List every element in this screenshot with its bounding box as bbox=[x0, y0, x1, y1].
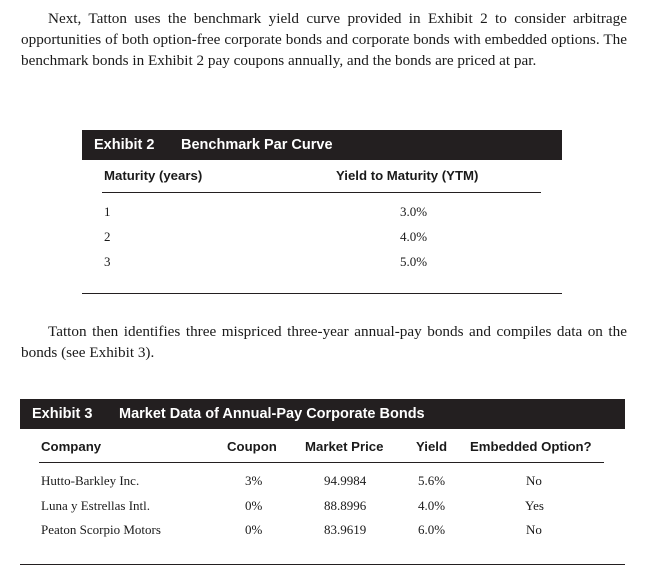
column-header-maturity: Maturity (years) bbox=[104, 168, 203, 183]
option-cell: No bbox=[526, 522, 542, 537]
yield-cell: 6.0% bbox=[418, 522, 446, 537]
option-cell: Yes bbox=[525, 498, 544, 513]
price-cell: 88.8996 bbox=[324, 498, 367, 513]
yield-cell: 4.0% bbox=[418, 498, 446, 513]
ytm-cell: 3.0% bbox=[400, 204, 428, 219]
paragraph-exhibit3-intro bbox=[21, 321, 627, 363]
exhibit-2-header bbox=[82, 130, 562, 160]
company-cell: Luna y Estrellas Intl. bbox=[41, 498, 151, 513]
ytm-cell: 4.0% bbox=[400, 229, 428, 244]
exhibit-2-title: Benchmark Par Curve bbox=[181, 137, 333, 153]
price-cell: 83.9619 bbox=[324, 522, 367, 537]
exhibit-3-table bbox=[20, 399, 625, 537]
column-header-yield: Yield bbox=[416, 439, 448, 454]
exhibit-3-label: Exhibit 3 bbox=[32, 406, 93, 422]
column-header-ytm: Yield to Maturity (YTM) bbox=[336, 168, 479, 183]
ytm-cell: 5.0% bbox=[400, 254, 428, 269]
exhibit-3-title: Market Data of Annual-Pay Corporate Bonds bbox=[119, 406, 425, 422]
maturity-cell: 3 bbox=[104, 254, 111, 269]
company-cell: Peaton Scorpio Motors bbox=[41, 522, 161, 537]
header-rule bbox=[39, 462, 604, 463]
exhibit-2-label: Exhibit 2 bbox=[94, 137, 155, 153]
table-bottom-rule bbox=[20, 564, 625, 565]
column-header-market-price: Market Price bbox=[305, 439, 384, 454]
column-header-embedded-option: Embedded Option? bbox=[470, 439, 592, 454]
coupon-cell: 0% bbox=[245, 522, 263, 537]
exhibit-3-header bbox=[20, 399, 625, 429]
yield-cell: 5.6% bbox=[418, 473, 446, 488]
company-cell: Hutto-Barkley Inc. bbox=[41, 473, 140, 488]
paragraph-exhibit2-intro bbox=[21, 8, 627, 71]
paragraph-text: Next, Tatton uses the benchmark yield curve provided in Exhibit 2 to consider arbitrage opportunities of both option-free corporate bonds and corporate bonds with embedded options. The benchmark bonds in Exhibit 2 pay coupons annually, and the bonds are priced at par. bbox=[21, 10, 627, 69]
coupon-cell: 3% bbox=[245, 473, 263, 488]
maturity-cell: 1 bbox=[104, 204, 111, 219]
coupon-cell: 0% bbox=[245, 498, 263, 513]
maturity-cell: 2 bbox=[104, 229, 111, 244]
price-cell: 94.9984 bbox=[324, 473, 367, 488]
exhibit-2-table bbox=[82, 130, 562, 269]
paragraph-text: Tatton then identifies three mispriced three-year annual-pay bonds and compiles data on the bonds (see Exhibit 3). bbox=[21, 323, 627, 361]
column-header-company: Company bbox=[41, 439, 102, 454]
option-cell: No bbox=[526, 473, 542, 488]
column-header-coupon: Coupon bbox=[227, 439, 277, 454]
header-rule bbox=[102, 192, 541, 193]
table-bottom-rule bbox=[82, 293, 562, 294]
